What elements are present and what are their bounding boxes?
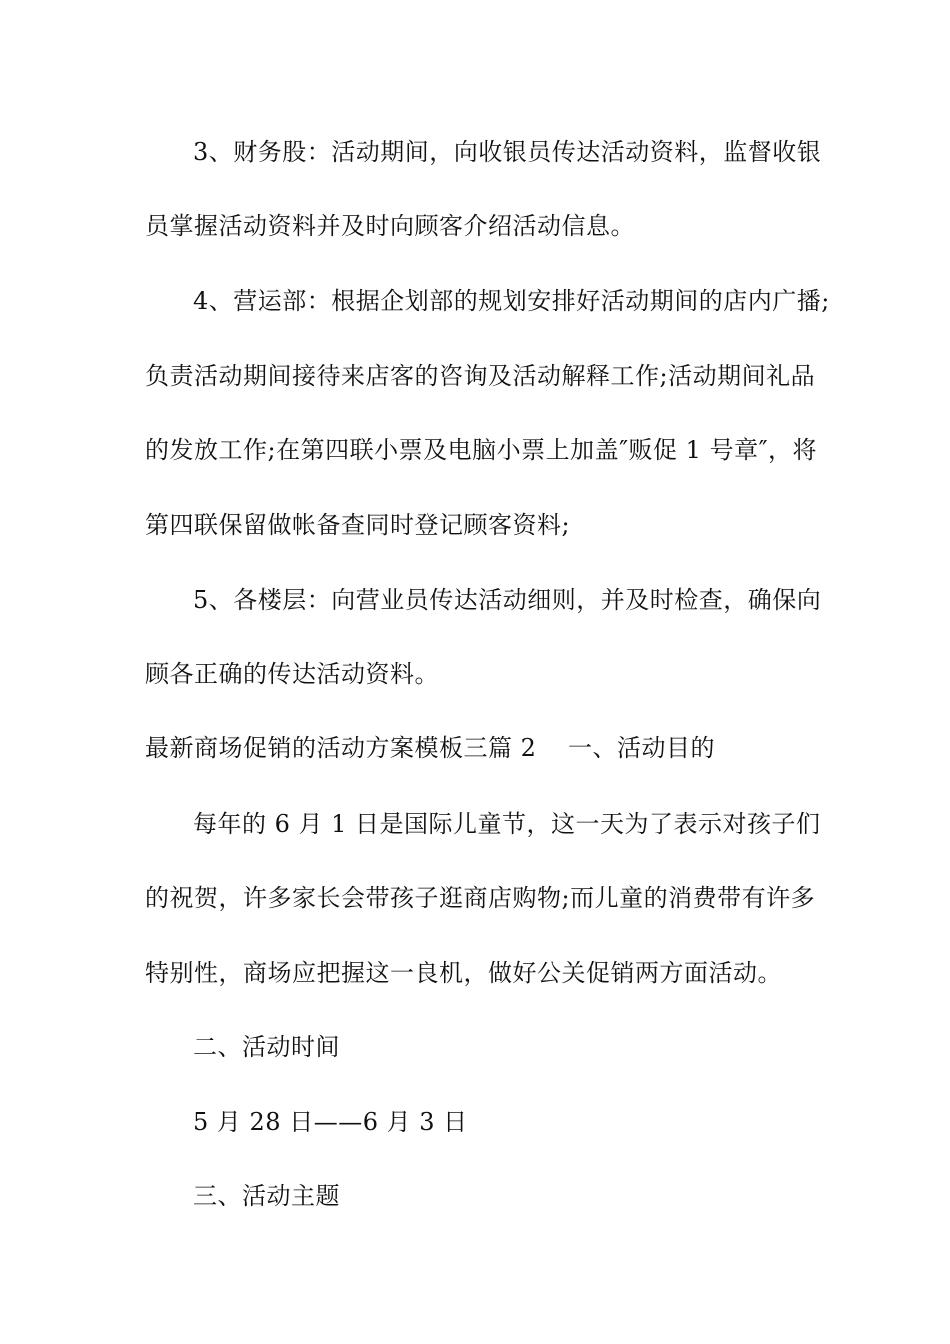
activity-date-range: 5 月 28 日——6 月 3 日 bbox=[193, 1108, 468, 1136]
paragraph-finance-line-2: 员掌握活动资料并及时向顾客介绍活动信息。 bbox=[145, 212, 635, 240]
paragraph-purpose-line-3: 特别性，商场应把握这一良机，做好公关促销两方面活动。 bbox=[145, 959, 782, 987]
paragraph-operations-line-2: 负责活动期间接待来店客的咨询及活动解释工作;活动期间礼品 bbox=[145, 362, 816, 390]
paragraph-operations-line-4: 第四联保留做帐备查同时登记顾客资料; bbox=[145, 511, 571, 539]
paragraph-operations-line-3: 的发放工作;在第四联小票及电脑小票上加盖″贩促 1 号章″，将 bbox=[145, 436, 818, 464]
paragraph-finance-line-1: 3、财务股：活动期间，向收银员传达活动资料，监督收银 bbox=[193, 138, 822, 166]
paragraph-operations-line-1: 4、营运部：根据企划部的规划安排好活动期间的店内广播; bbox=[193, 287, 830, 315]
heading-activity-purpose: 一、活动目的 bbox=[568, 734, 715, 762]
paragraph-purpose-line-1: 每年的 6 月 1 日是国际儿童节，这一天为了表示对孩子们 bbox=[193, 810, 821, 838]
paragraph-floors-line-2: 顾各正确的传达活动资料。 bbox=[145, 660, 439, 688]
heading-activity-time: 二、活动时间 bbox=[193, 1033, 340, 1061]
heading-activity-theme: 三、活动主题 bbox=[193, 1182, 340, 1210]
paragraph-floors-line-1: 5、各楼层：向营业员传达活动细则，并及时检查，确保向 bbox=[193, 586, 822, 614]
section-title: 最新商场促销的活动方案模板三篇 2 bbox=[145, 734, 537, 762]
paragraph-purpose-line-2: 的祝贺，许多家长会带孩子逛商店购物;而儿童的消费带有许多 bbox=[145, 884, 816, 912]
